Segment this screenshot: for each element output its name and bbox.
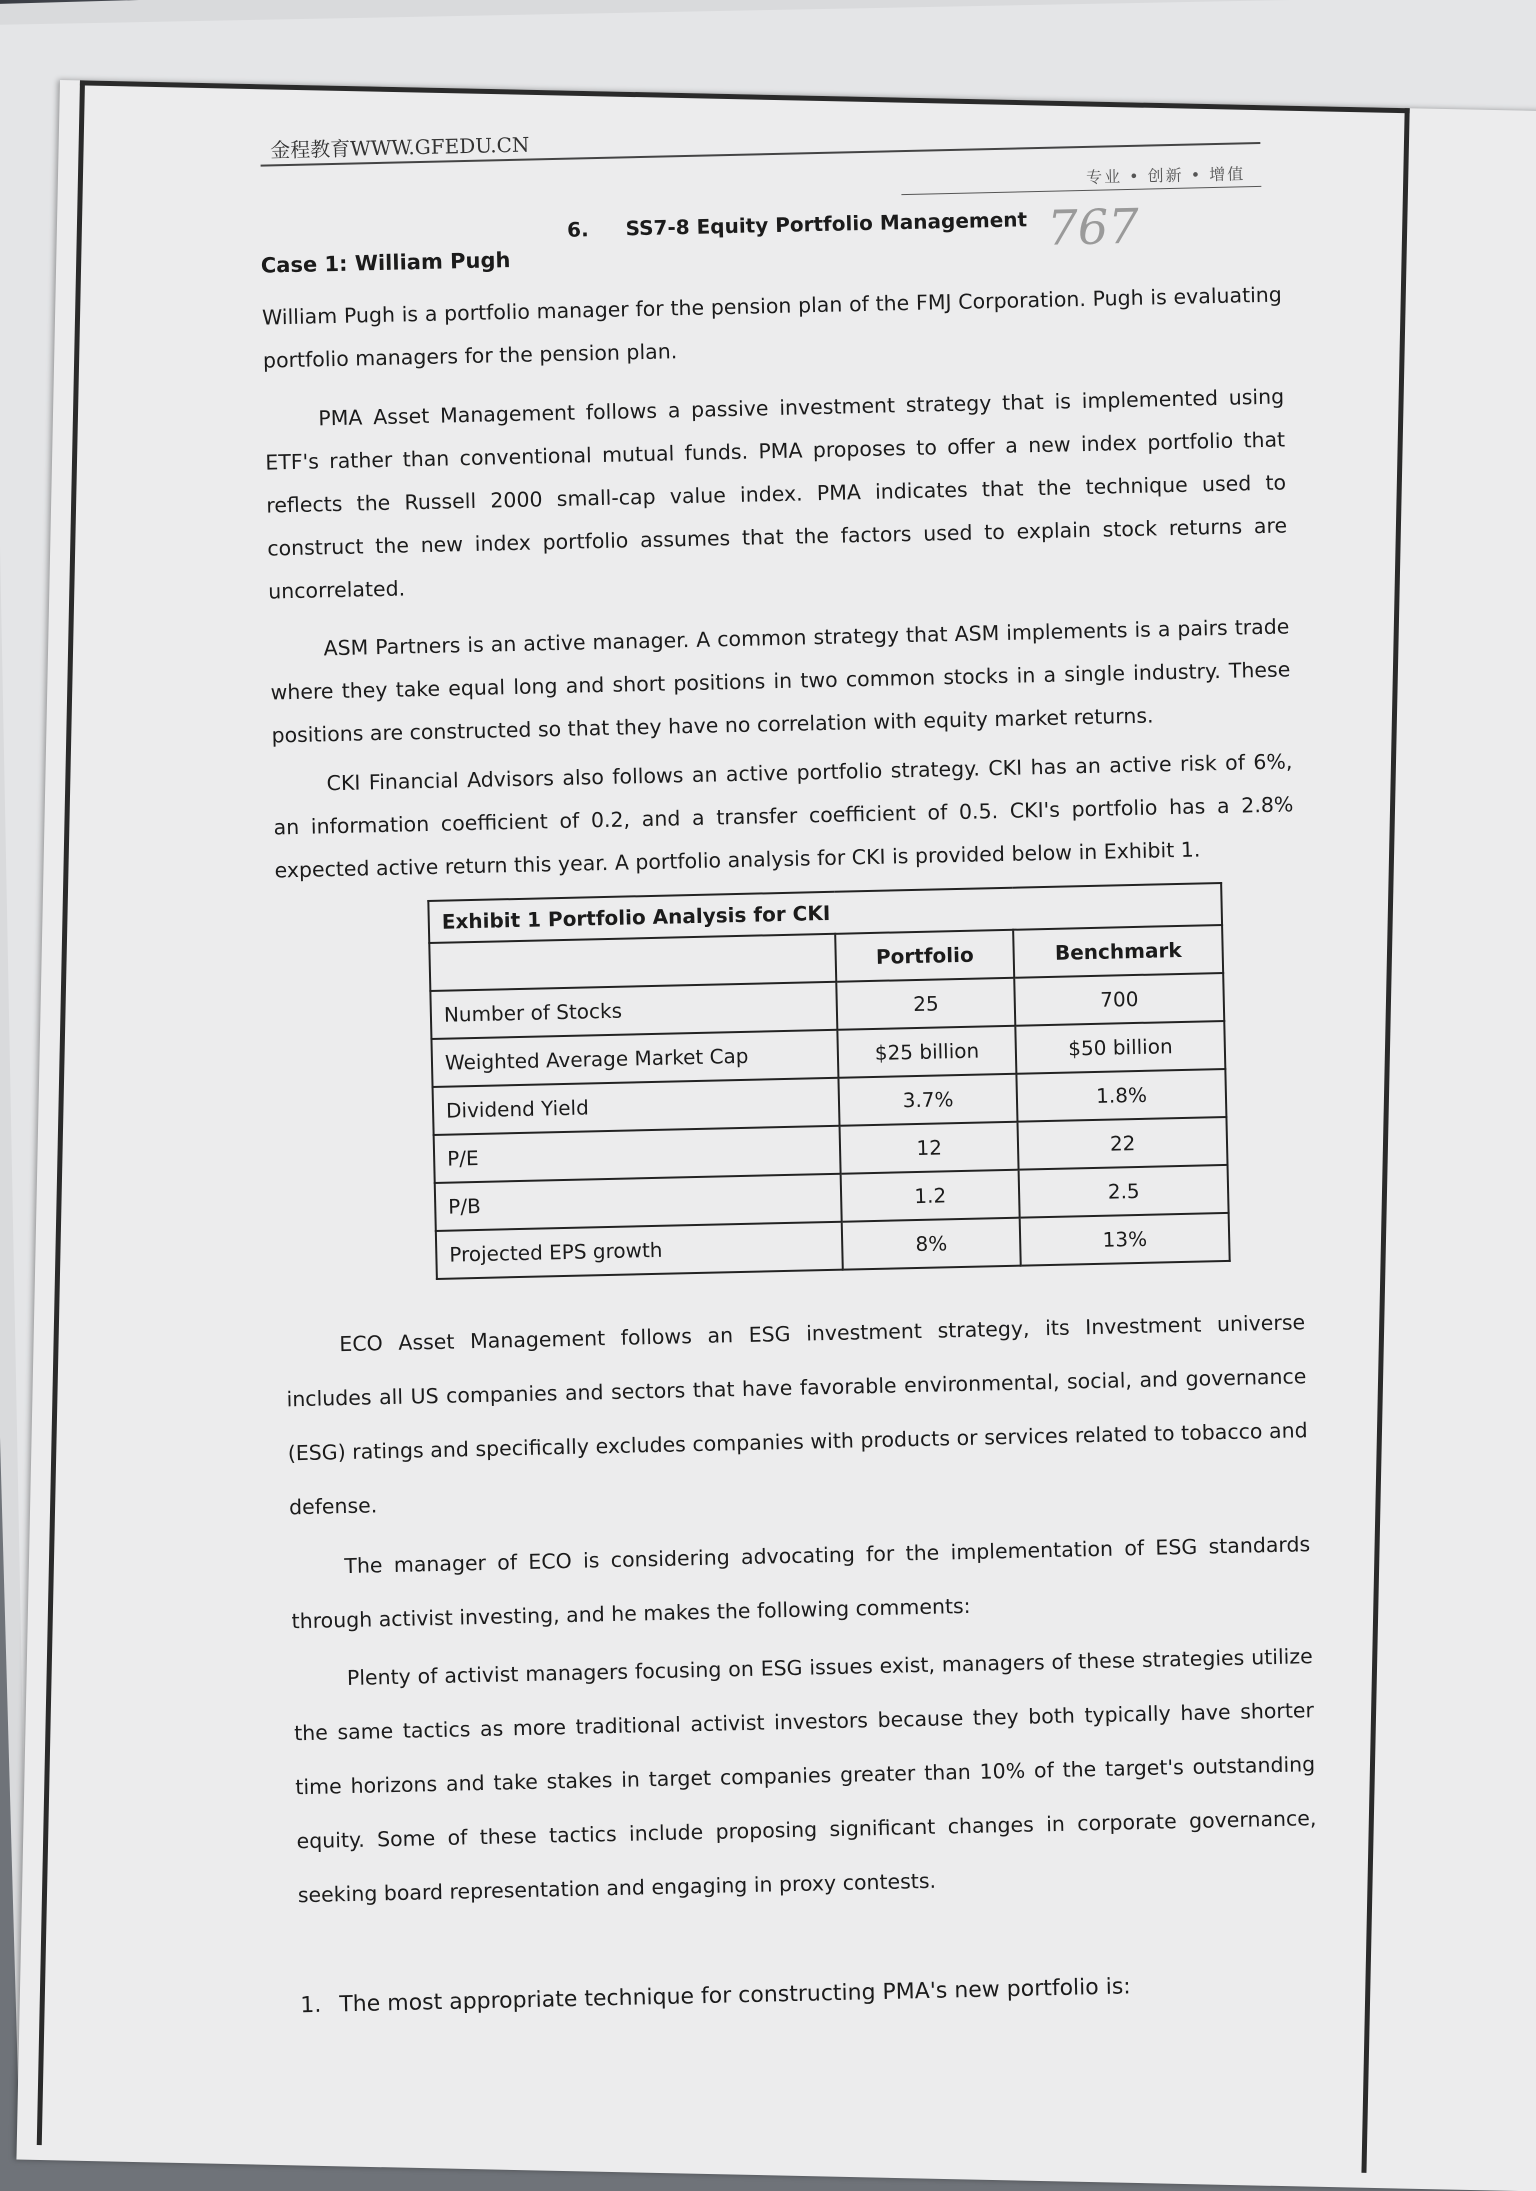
section-number: 6.	[566, 217, 589, 242]
question-number: 1.	[300, 1992, 322, 2019]
benchmark-cell: 700	[1014, 973, 1224, 1026]
header-tagline: 专业 • 创新 • 增值	[1085, 164, 1246, 187]
paragraph: ECO Asset Management follows an ESG investment strategy, its Investment universe includes all US companies and sectors that have favorable environmental, social, and governance (ESG) ratings and specifically excludes companies with products or services related to tobacco and defense.	[286, 1310, 1308, 1520]
row-label: Number of Stocks	[430, 982, 837, 1039]
benchmark-cell: 2.5	[1019, 1165, 1229, 1218]
case-title: Case 1: William Pugh	[260, 247, 511, 278]
row-label: Weighted Average Market Cap	[431, 1030, 838, 1087]
table-caption: Exhibit 1 Portfolio Analysis for CKI	[428, 883, 1222, 943]
portfolio-cell: 8%	[842, 1218, 1021, 1270]
handwritten-note: 767	[1046, 198, 1140, 257]
portfolio-cell: 12	[840, 1122, 1019, 1174]
row-label: P/E	[434, 1126, 841, 1183]
column-header: Portfolio	[835, 930, 1014, 982]
benchmark-cell: 1.8%	[1017, 1069, 1227, 1122]
portfolio-cell: 1.2	[841, 1170, 1020, 1222]
row-label: Projected EPS growth	[436, 1222, 843, 1279]
row-label: P/B	[435, 1174, 842, 1231]
row-label: Dividend Yield	[433, 1078, 840, 1135]
portfolio-cell: 3.7%	[838, 1074, 1017, 1126]
benchmark-cell: $50 billion	[1016, 1021, 1226, 1074]
paragraph: The manager of ECO is considering advocating for the implementation of ESG standards through activist investing, and he makes the following comments:	[291, 1532, 1311, 1634]
paragraph: PMA Asset Management follows a passive investment strategy that is implemented using ETF's rather than conventional mutual funds. PMA proposes to offer a new index portfolio that reflects the Russell 2000 small-cap value index. PMA indicates that the technique used to construct the new index portfolio assumes that the factors used to explain stock returns are uncorrelated.	[265, 384, 1288, 604]
section-name: SS7-8 Equity Portfolio Management	[625, 207, 1028, 241]
paragraph: William Pugh is a portfolio manager for the pension plan of the FMJ Corporation. Pugh is evaluating portfolio managers for the pension plan.	[261, 282, 1283, 373]
paragraph: ASM Partners is an active manager. A common strategy that ASM implements is a pairs trade where they take equal long and short positions in two common stocks in a single industry. These positions are constructed so that they have no correlation with equity market returns.	[270, 614, 1291, 748]
section-title	[567, 207, 1027, 241]
benchmark-cell: 13%	[1020, 1213, 1230, 1266]
portfolio-cell: 25	[836, 978, 1015, 1030]
header-logo: 金程教育WWW.GFEDU.CN	[269, 132, 530, 163]
column-header: Benchmark	[1013, 925, 1223, 978]
header-rule	[901, 186, 1261, 195]
question-1	[300, 1974, 1131, 2018]
exhibit-table	[427, 882, 1230, 1280]
benchmark-cell: 22	[1018, 1117, 1228, 1170]
paragraph: Plenty of activist managers focusing on ESG issues exist, managers of these strategies utilize the same tactics as more traditional activist investors because they both typically have shorter time horizons and take stakes in target companies greater than 10% of the target's outstanding equity. Some of these tactics include proposing significant changes in corporate governance, seeking board representation and engaging in proxy contests.	[293, 1644, 1317, 1908]
portfolio-cell: $25 billion	[837, 1026, 1016, 1078]
question-text: The most appropriate technique for constructing PMA's new portfolio is:	[339, 1974, 1131, 2018]
paragraph: CKI Financial Advisors also follows an active portfolio strategy. CKI has an active risk of 6%, an information coefficient of 0.2, and a transfer coefficient of 0.5. CKI's portfolio has a 2.8% expected active return this year. A portfolio analysis for CKI is provided below in Exhibit 1.	[273, 749, 1294, 883]
